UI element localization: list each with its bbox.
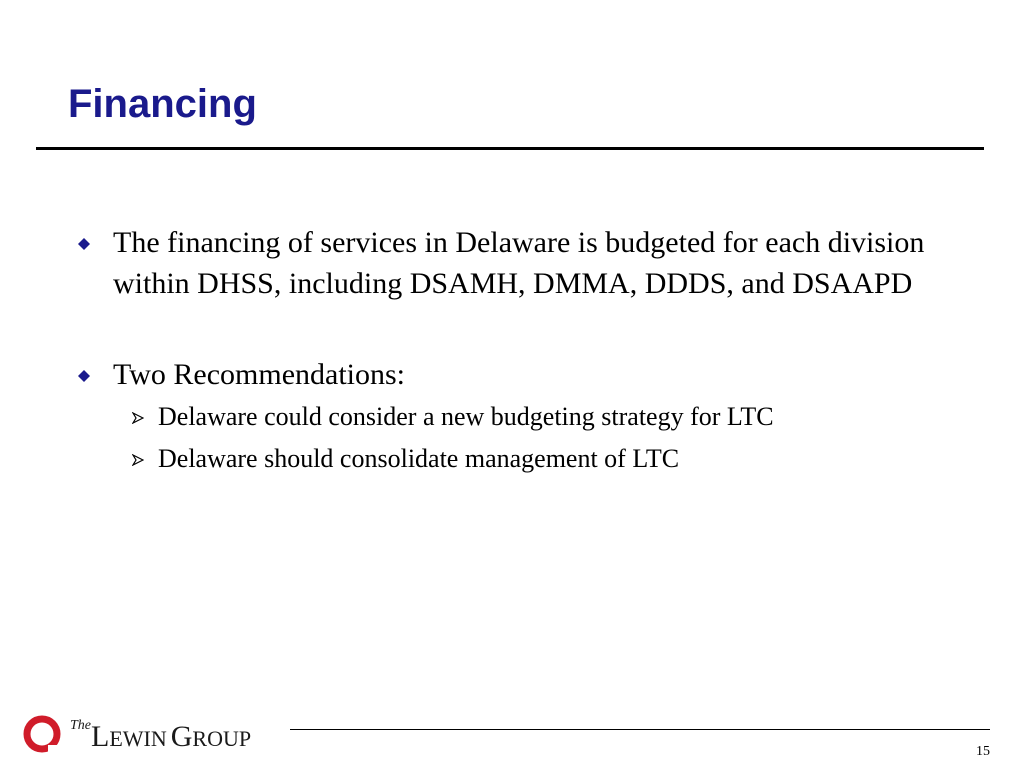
bullet-text-financing: The financing of services in Delaware is budgeted for each division within DHSS, including DSAMH, DMMA, DDDS, and DSAAPD: [113, 226, 925, 300]
logo-ewin: EWIN: [109, 726, 167, 751]
sub-bullet-budgeting-strategy: Delaware could consider a new budgeting strategy for LTC: [158, 402, 774, 431]
logo-roup: ROUP: [192, 726, 252, 751]
logo-ring-icon: [22, 714, 62, 754]
logo-l: L: [91, 720, 110, 753]
sub-bullet-consolidate-management: Delaware should consolidate management of LTC: [158, 444, 680, 473]
title-divider: [36, 147, 984, 150]
lewin-group-logo: [22, 712, 282, 756]
slide-title: Financing: [68, 82, 257, 126]
diamond-bullet-icon: [78, 238, 90, 250]
arrow-bullet-icon: [132, 453, 144, 465]
logo-the: The: [70, 718, 91, 733]
footer-divider: [290, 729, 990, 730]
logo-wordmark: [70, 720, 251, 754]
logo-g: G: [170, 720, 193, 753]
diamond-bullet-icon: [78, 370, 90, 382]
arrow-bullet-icon: [132, 411, 144, 423]
bullet-text-recommendations: Two Recommendations:: [113, 358, 406, 391]
page-number: 15: [976, 744, 990, 759]
